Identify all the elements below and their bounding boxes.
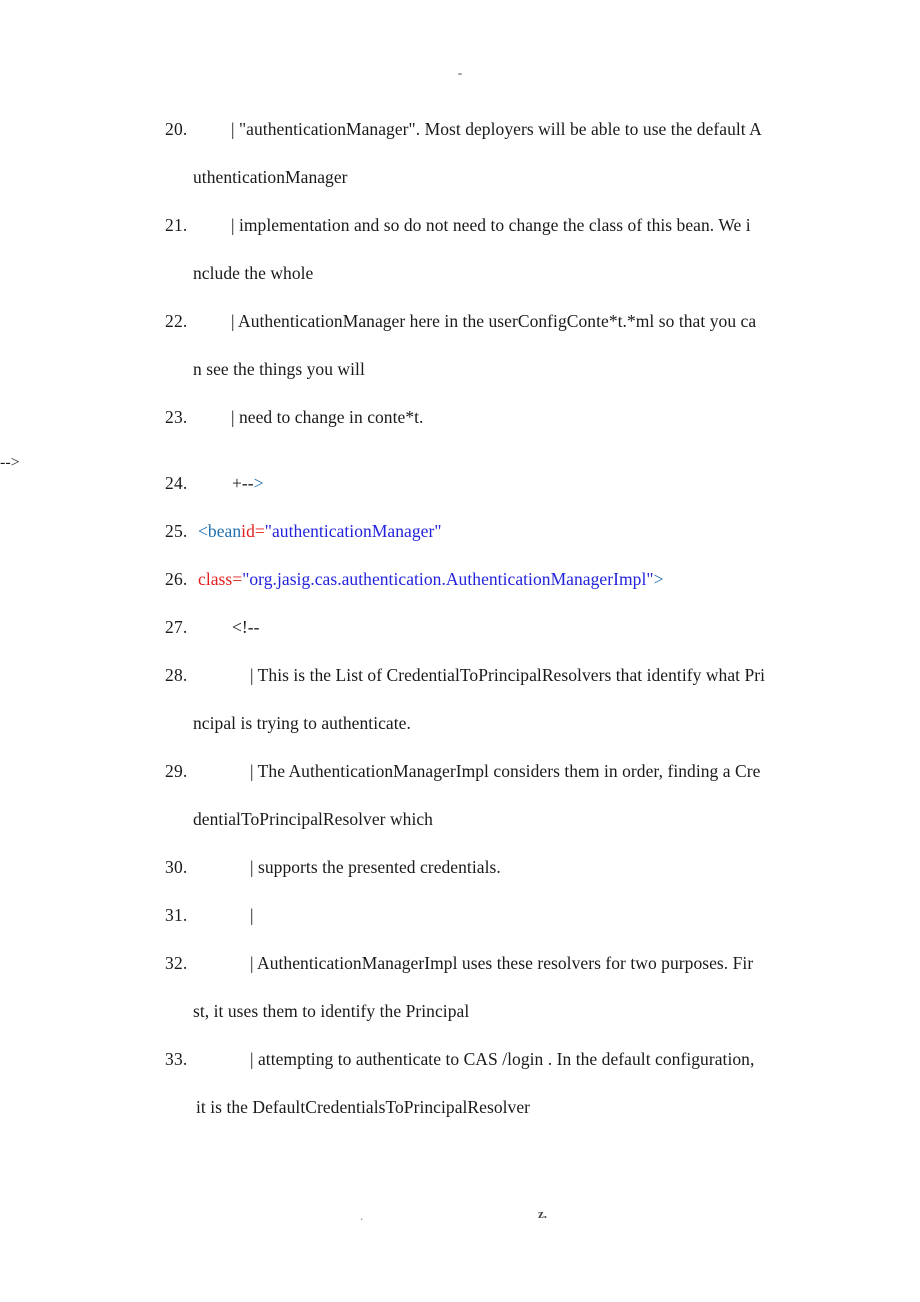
code-line-row (0, 1048, 920, 1096)
page-footer (0, 1208, 920, 1230)
line-number: 29. (165, 761, 188, 781)
code-line-row (0, 520, 920, 568)
code-line (0, 616, 920, 664)
line-content: | need to change in conte*t. (231, 407, 424, 427)
xml-attribute-token: class= (198, 569, 243, 589)
code-line (0, 214, 920, 310)
line-content (232, 472, 264, 494)
line-content (198, 520, 442, 542)
line-continuation: st, it uses them to identify the Principal (193, 1001, 470, 1021)
code-listing: 20. | "authenticationManager". Most deployers will be able to use the default A uthenticationManager 21. | implementation and so do not need to change the class of this bean. We i nclude the whole 22. | AuthenticationManager here in the userConfigConte*t.*ml so that you ca n see the things you will 23. | need to change in conte*t. --> 24. +--> 25. <beanid="authenticationManager" 26. class="org.jasig.cas.authentication.AuthenticationManagerImpl"> 27. <!-- 28. | This is the List of CredentialToPrincipalResolvers that identify what Pri ncipal is trying to authenticate. 29. | The AuthenticationManagerImpl considers them in order, finding a Cre dentialToPrincipalResolver which 30. | supports the presented credentials. 31. | 32. | AuthenticationManagerImpl uses these resolvers for two purposes. Fir st, it uses them to identify the Principal 33. | attempting to authenticate to CAS /login . In the default configuration, it is the DefaultCredentialsToPrincipalResolver (0, 118, 920, 1144)
line-number: 26. (165, 569, 188, 589)
xml-attribute-value-token: "org.jasig.cas.authentication.AuthenticationManagerImpl" (242, 569, 654, 589)
line-number: 27. (165, 617, 188, 637)
code-line (0, 1048, 920, 1144)
code-line (0, 406, 920, 454)
line-continuation: n see the things you will (193, 359, 365, 379)
line-number: 32. (165, 953, 188, 973)
code-line-row (0, 664, 920, 712)
line-number: 28. (165, 665, 188, 685)
code-line (0, 520, 920, 568)
code-line-row (0, 760, 920, 808)
code-line-continuation-row (0, 1096, 920, 1144)
line-number: 23. (165, 407, 188, 427)
code-line-continuation-row (0, 808, 920, 856)
comment-close-token: > (253, 473, 264, 493)
line-content: | AuthenticationManager here in the userConfigConte*t.*ml so that you ca (231, 311, 757, 331)
line-content: | This is the List of CredentialToPrincipalResolvers that identify what Pri (250, 665, 766, 685)
code-line-row (0, 310, 920, 358)
line-number: 25. (165, 521, 188, 541)
line-content (198, 568, 663, 590)
code-line (0, 952, 920, 1048)
line-continuation: dentialToPrincipalResolver which (193, 809, 433, 829)
code-line-row (0, 616, 920, 664)
line-continuation: it is the DefaultCredentialsToPrincipalResolver (196, 1097, 531, 1117)
code-line-continuation-row (0, 358, 920, 406)
code-line (0, 118, 920, 214)
line-continuation: ncipal is trying to authenticate. (193, 713, 411, 733)
line-content: | supports the presented credentials. (250, 857, 501, 877)
code-line (0, 904, 920, 952)
page-header-mark: - (457, 65, 463, 80)
line-continuation: nclude the whole (193, 263, 314, 283)
code-line-row (0, 568, 920, 616)
line-content: | "authenticationManager". Most deployers will be able to use the default A (231, 119, 762, 139)
code-line-row (0, 856, 920, 904)
line-number: 21. (165, 215, 188, 235)
code-line-row (0, 904, 920, 952)
line-continuation: uthenticationManager (193, 167, 348, 187)
xml-attribute-token: id= (241, 521, 265, 541)
xml-tag-token: <bean (198, 521, 242, 541)
line-number: 24. (165, 473, 188, 493)
line-number: 20. (165, 119, 188, 139)
xml-tag-close-token: > (653, 569, 664, 589)
line-content: | (250, 905, 254, 925)
footer-z-mark: z. (538, 1206, 548, 1221)
code-line-row (0, 118, 920, 166)
code-line-continuation-row (0, 166, 920, 214)
line-content: | AuthenticationManagerImpl uses these resolvers for two purposes. Fir (250, 953, 754, 973)
line-number: 22. (165, 311, 188, 331)
line-number: 33. (165, 1049, 188, 1069)
code-line (0, 856, 920, 904)
line-content: | implementation and so do not need to change the class of this bean. We i (231, 215, 751, 235)
code-line (0, 664, 920, 760)
code-line (0, 760, 920, 856)
code-line-row (0, 472, 920, 520)
xml-attribute-value-token: "authenticationManager" (264, 521, 442, 541)
line-content: | attempting to authenticate to CAS /login . In the default configuration, (250, 1049, 755, 1069)
comment-continuation-token: +-- (232, 473, 254, 493)
code-line (0, 472, 920, 520)
code-line-row (0, 952, 920, 1000)
code-line (0, 568, 920, 616)
footer-dot-mark: . (360, 1208, 364, 1223)
code-line-continuation-row (0, 712, 920, 760)
code-line (0, 310, 920, 406)
code-line-row (0, 214, 920, 262)
code-line-continuation-row (0, 1000, 920, 1048)
code-line-continuation-row (0, 262, 920, 310)
code-line-row (0, 406, 920, 454)
line-number: 31. (165, 905, 188, 925)
line-content: <!-- (232, 617, 260, 637)
line-content: | The AuthenticationManagerImpl considers them in order, finding a Cre (250, 761, 761, 781)
line-number: 30. (165, 857, 188, 877)
